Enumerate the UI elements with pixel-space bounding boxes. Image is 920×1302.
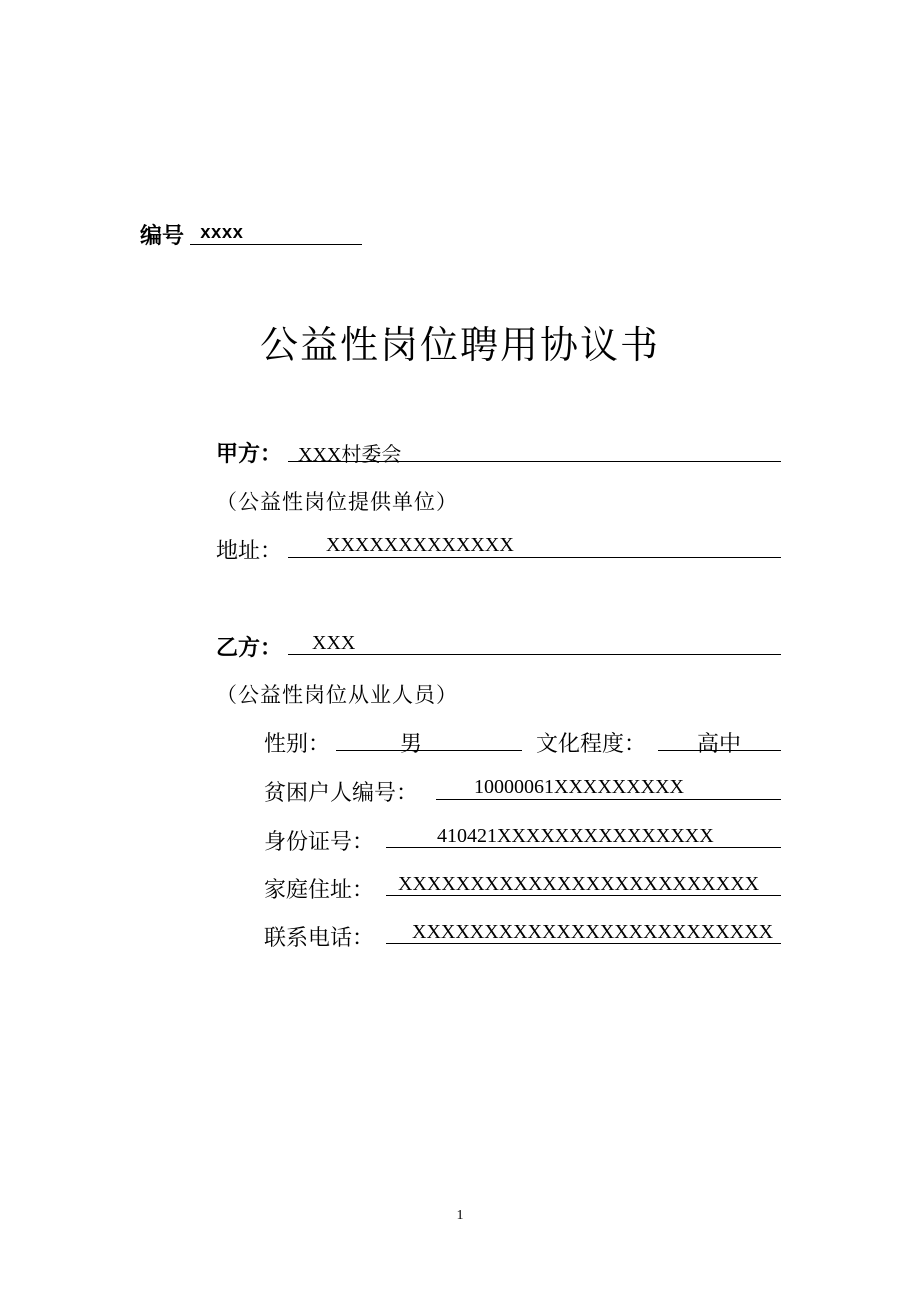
gender-underline	[336, 750, 522, 751]
party-a-name: XXX村委会	[298, 444, 402, 466]
household-id-label: 贫困户人编号：	[264, 781, 419, 806]
home-address-value: XXXXXXXXXXXXXXXXXXXXXXXXX	[398, 873, 760, 895]
household-id-underline	[436, 799, 781, 800]
education-label: 文化程度：	[536, 732, 647, 757]
phone-value: XXXXXXXXXXXXXXXXXXXXXXXXX	[412, 921, 774, 943]
serial-number-label: 编号	[140, 224, 185, 249]
party-a-address-value: XXXXXXXXXXXXX	[326, 534, 514, 556]
household-id-value: 10000061XXXXXXXXX	[474, 776, 684, 798]
party-b-underline	[288, 654, 781, 655]
party-b-name: XXX	[312, 632, 356, 654]
education-value: 高中	[697, 732, 742, 757]
party-a-address-underline	[288, 557, 781, 558]
page-number: 1	[456, 1208, 464, 1223]
party-b-label: 乙方：	[216, 636, 283, 661]
id-card-label: 身份证号：	[264, 830, 375, 855]
party-b-note: （公益性岗位从业人员）	[216, 683, 458, 707]
party-a-address-label: 地址：	[216, 539, 283, 564]
phone-label: 联系电话：	[264, 926, 375, 951]
party-a-note: （公益性岗位提供单位）	[216, 490, 458, 514]
id-card-value: 410421XXXXXXXXXXXXXXX	[437, 825, 714, 847]
serial-number-value: xxxx	[200, 224, 244, 244]
serial-number-underline	[190, 244, 362, 245]
party-a-label: 甲方：	[216, 442, 283, 467]
gender-value: 男	[400, 732, 423, 757]
gender-label: 性别：	[264, 732, 331, 757]
home-address-label: 家庭住址：	[264, 878, 375, 903]
document-title: 公益性岗位聘用协议书	[259, 323, 660, 367]
